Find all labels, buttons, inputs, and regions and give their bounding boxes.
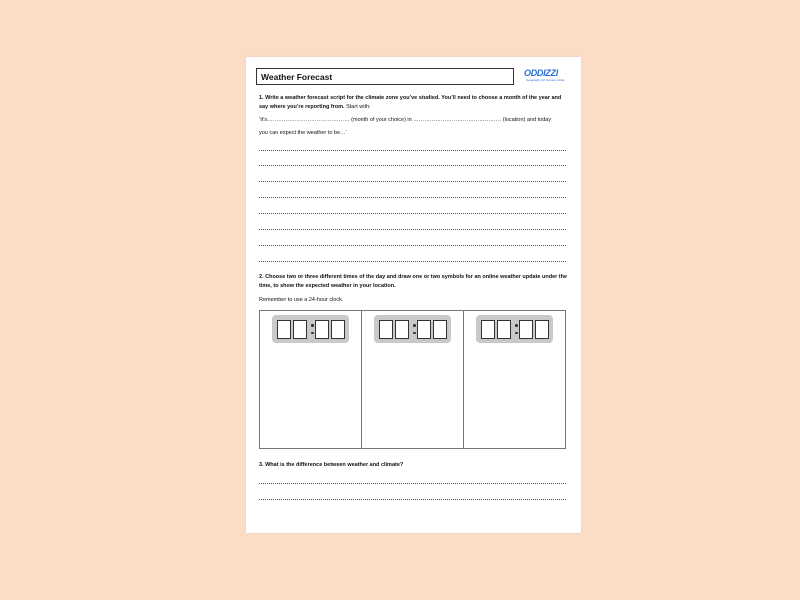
logo-text: ODDIZZI [524, 68, 558, 78]
worksheet-title: Weather Forecast [256, 68, 514, 85]
question-3-bold: 3. What is the difference between weather and climate? [259, 462, 404, 468]
clock-colon-icon [413, 324, 416, 336]
clock-digit-box[interactable] [497, 320, 511, 339]
question-2-note: Remember to use a 24-hour clock. [259, 297, 344, 303]
clock-digit-box[interactable] [331, 320, 345, 339]
answer-line [259, 483, 566, 484]
clock-colon-icon [311, 324, 314, 336]
question-1-script-line-1: ‘It’s……………………………………… (month of your choice) in ………………………………………… (location) and today [259, 117, 552, 123]
question-1-prompt [259, 94, 569, 111]
answer-line [259, 229, 566, 230]
clock-digit-box[interactable] [315, 320, 329, 339]
answer-line [259, 245, 566, 246]
digital-clock-icon [476, 315, 553, 343]
drawing-cell[interactable] [362, 311, 464, 448]
clock-digit-box[interactable] [535, 320, 549, 339]
answer-line [259, 150, 566, 151]
question-2-bold: 2. Choose two or three different times of the day and draw one or two symbols for an online weather update under the time, to show the expected weather in your location. [259, 274, 568, 289]
answer-line [259, 197, 566, 198]
digital-clock-icon [374, 315, 451, 343]
question-3-prompt [259, 461, 569, 470]
clock-digit-box[interactable] [433, 320, 447, 339]
logo-subtext: Geography for curious minds [526, 78, 565, 82]
answer-line [259, 213, 566, 214]
oddizzi-logo [524, 68, 570, 86]
answer-line [259, 261, 566, 262]
clock-colon-icon [515, 324, 518, 336]
clock-digit-box[interactable] [395, 320, 409, 339]
drawing-cell[interactable] [464, 311, 565, 448]
question-1-plain: Start with: [344, 103, 371, 110]
clock-digit-box[interactable] [519, 320, 533, 339]
clock-digit-box[interactable] [379, 320, 393, 339]
clock-digit-box[interactable] [293, 320, 307, 339]
answer-line [259, 165, 566, 166]
worksheet-page [246, 57, 581, 533]
answer-line [259, 181, 566, 182]
question-1-script-line-2: you can expect the weather to be…’ [259, 130, 347, 136]
clock-digit-box[interactable] [277, 320, 291, 339]
drawing-grid [259, 310, 566, 449]
answer-line [259, 499, 566, 500]
question-1-bold: 1. Write a weather forecast script for the climate zone you’ve studied. You’ll need to choose a month of the year and say where you’re reporting from. [259, 95, 562, 110]
question-2-prompt [259, 273, 569, 290]
clock-digit-box[interactable] [417, 320, 431, 339]
drawing-cell[interactable] [260, 311, 362, 448]
clock-digit-box[interactable] [481, 320, 495, 339]
digital-clock-icon [272, 315, 349, 343]
